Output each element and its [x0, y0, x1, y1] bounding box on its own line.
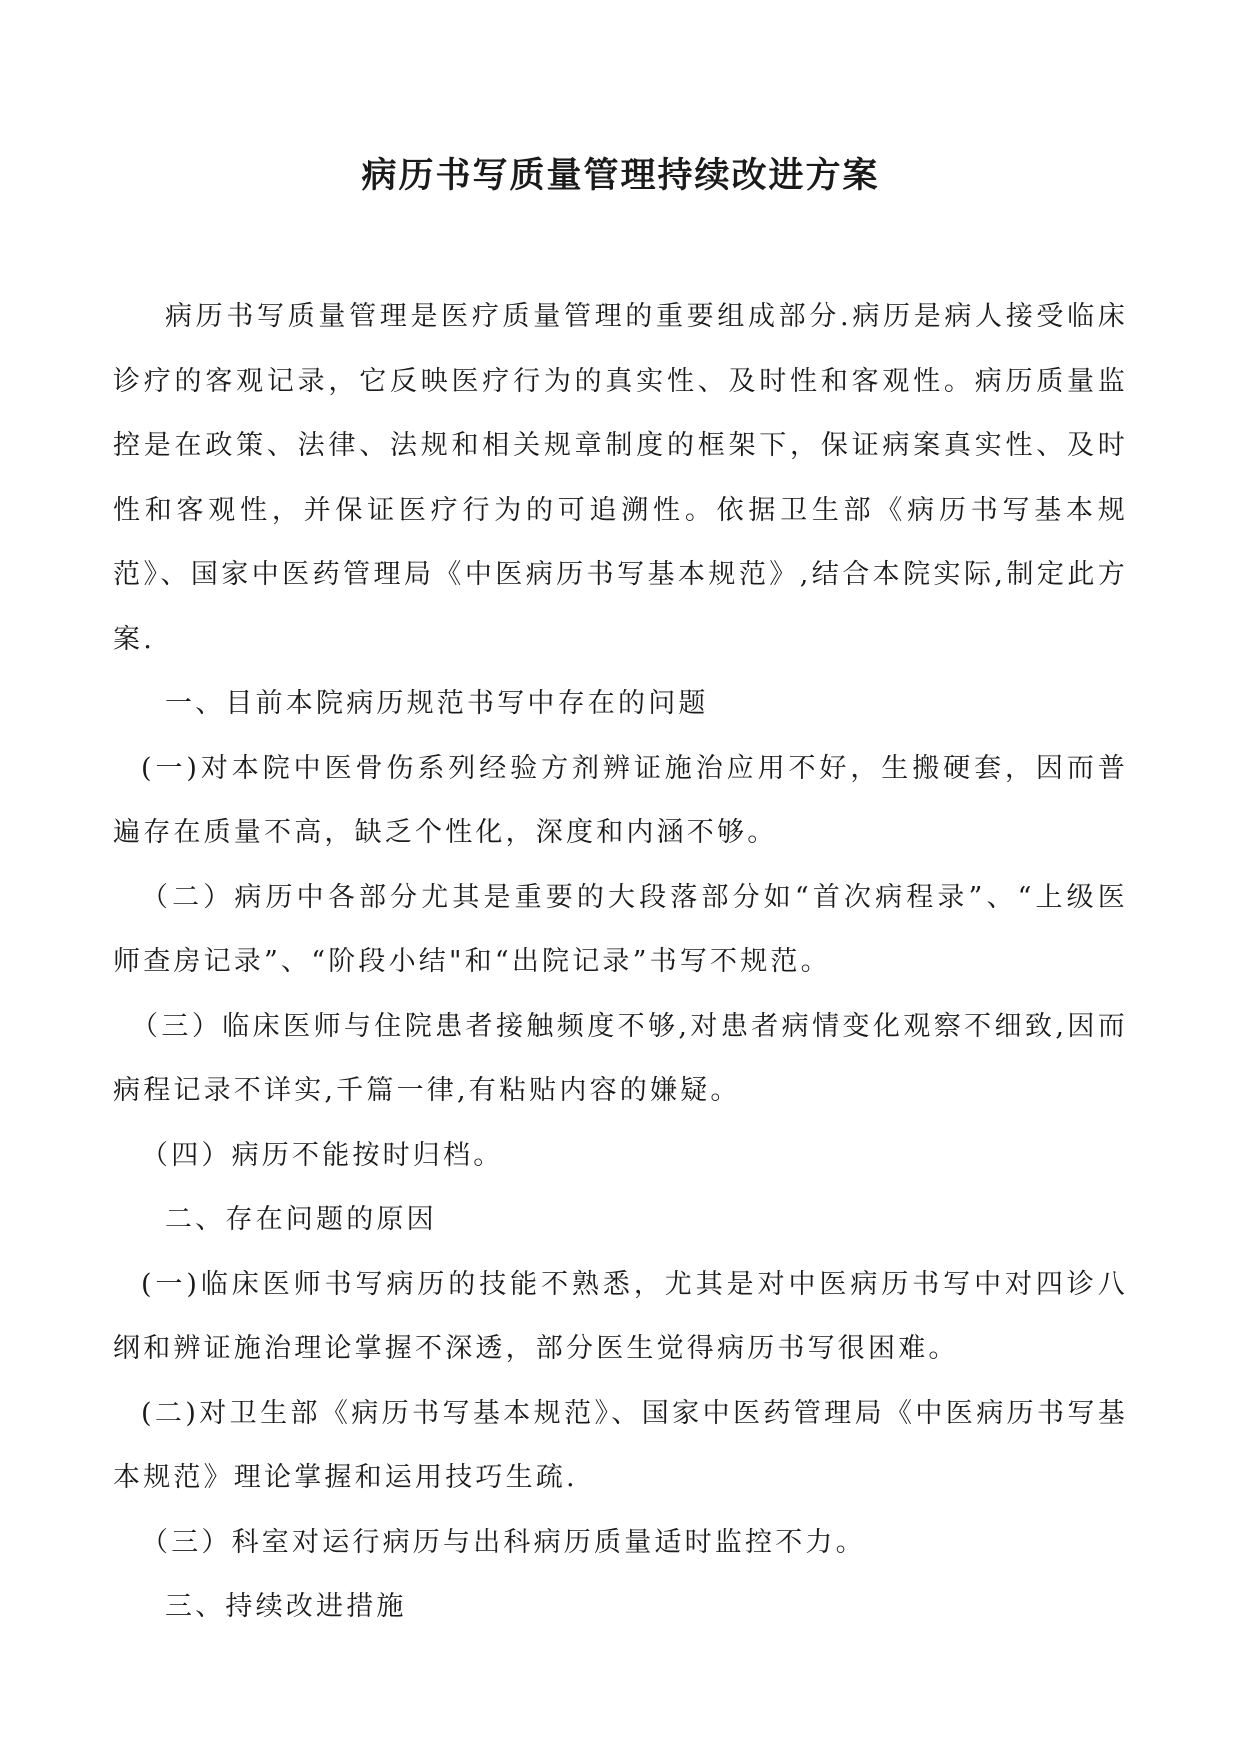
paragraph-1-4: （四）病历不能按时归档。 [141, 1139, 504, 1171]
section-heading-2: 二、存在问题的原因 [165, 1204, 437, 1235]
intro-paragraph: 病历书写质量管理是医疗质量管理的重要组成部分.病历是病人接受临床诊疗的客观记录，它反映医疗行为的真实性、及时性和客观性。病历质量监控是在政策、法律、法规和相关规章制度的框架下，保证病案真实性、及时性和客观性，并保证医疗行为的可追溯性。依据卫生部《病历书写基本规范》、国家中医药管理局《中医病历书写基本规范》,结合本院实际,制定此方案. [113, 301, 1128, 655]
paragraph-2-1: (一)临床医师书写病历的技能不熟悉，尤其是对中医病历书写中对四诊八纲和辨证施治理论掌握不深透，部分医生觉得病历书写很困难。 [113, 1268, 1128, 1364]
paragraph-1-2: （二）病历中各部分尤其是重要的大段落部分如“首次病程录”、“上级医师查房记录”、“阶段小结"和“出院记录”书写不规范。 [113, 881, 1128, 977]
paragraph-1-1: (一)对本院中医骨伤系列经验方剂辨证施治应用不好，生搬硬套，因而普遍存在质量不高，缺乏个性化，深度和内涵不够。 [113, 752, 1128, 848]
paragraph-1-3: （三）临床医师与住院患者接触频度不够,对患者病情变化观察不细致,因而病程记录不详实,千篇一律,有粘贴内容的嫌疑。 [113, 1010, 1128, 1106]
section-heading-3: 三、持续改进措施 [165, 1591, 407, 1622]
paragraph-2-3: （三）科室对运行病历与出科病历质量适时监控不力。 [141, 1526, 866, 1558]
section-heading-1: 一、目前本院病历规范书写中存在的问题 [165, 688, 709, 719]
paragraph-2-2: (二)对卫生部《病历书写基本规范》、国家中医药管理局《中医病历书写基本规范》理论掌握和运用技巧生疏. [113, 1397, 1128, 1493]
document-body [113, 285, 1128, 1640]
document-title: 病历书写质量管理持续改进方案 [361, 155, 880, 196]
